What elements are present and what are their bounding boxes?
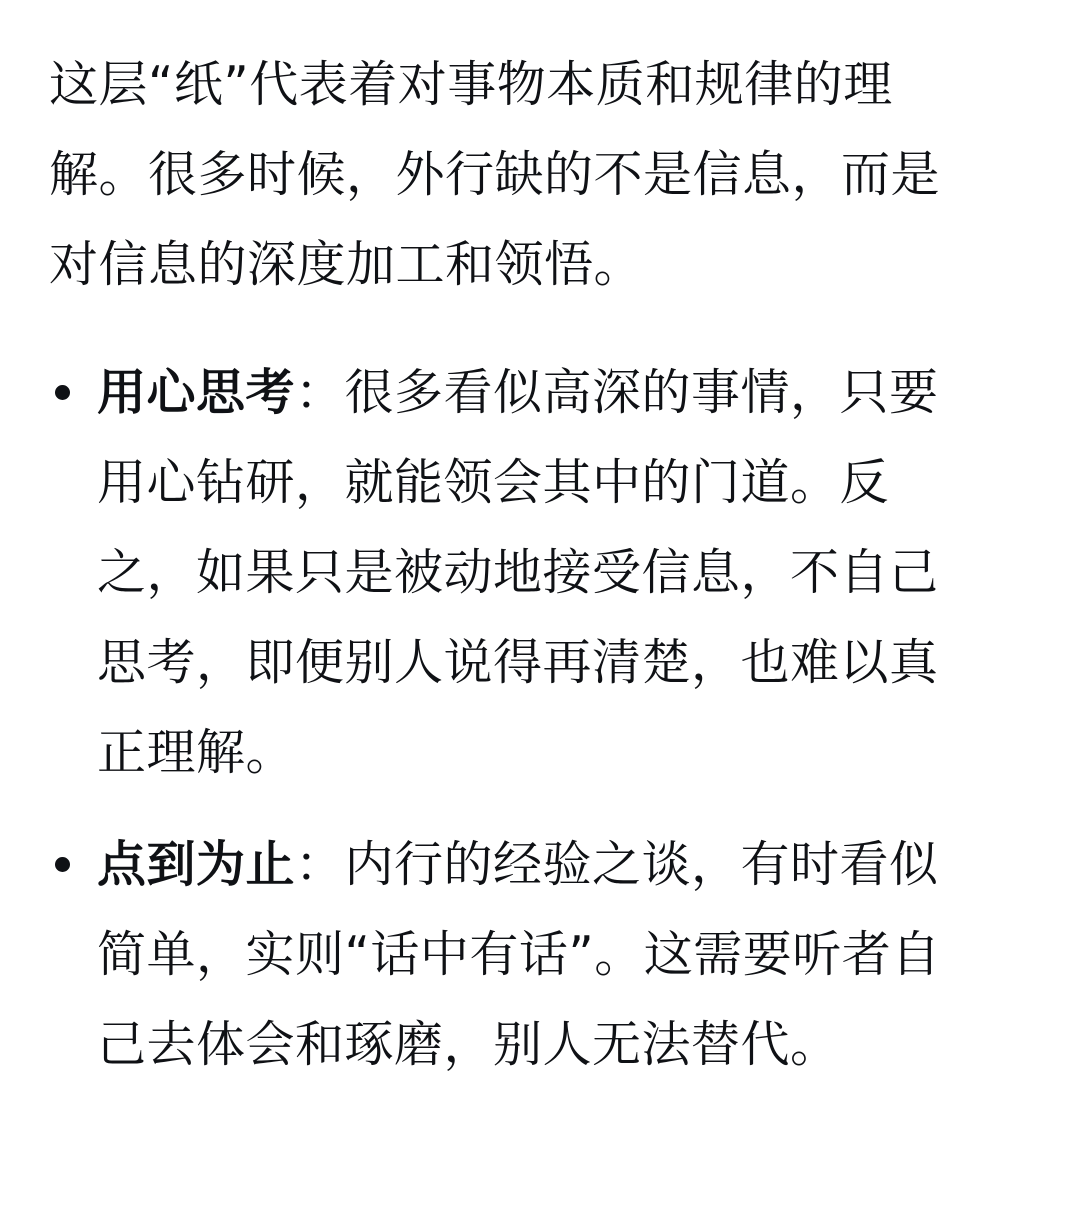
list-item	[49, 820, 977, 1090]
item-separator: ：	[295, 836, 345, 893]
intro-paragraph: 这层“纸”代表着对事物本质和规律的理解。很多时候，外行缺的不是信息，而是对信息的深度加工和领悟。	[49, 56, 941, 293]
bullet-icon	[55, 385, 70, 400]
item-term: 点到为止	[97, 836, 296, 893]
bullet-list	[49, 348, 1009, 1090]
list-item	[49, 348, 977, 798]
bullet-icon	[55, 857, 70, 872]
item-text: 内行的经验之谈，有时看似简单，实则“话中有话”。这需要听者自己去体会和琢磨，别人无法替代。	[97, 836, 941, 1073]
item-text: 很多看似高深的事情，只要用心钻研，就能领会其中的门道。反之，如果只是被动地接受信息，不自己思考，即便别人说得再清楚，也难以真正理解。	[97, 364, 939, 781]
document-body	[49, 40, 1009, 1112]
item-term: 用心思考	[97, 364, 296, 421]
item-separator: ：	[295, 364, 345, 421]
